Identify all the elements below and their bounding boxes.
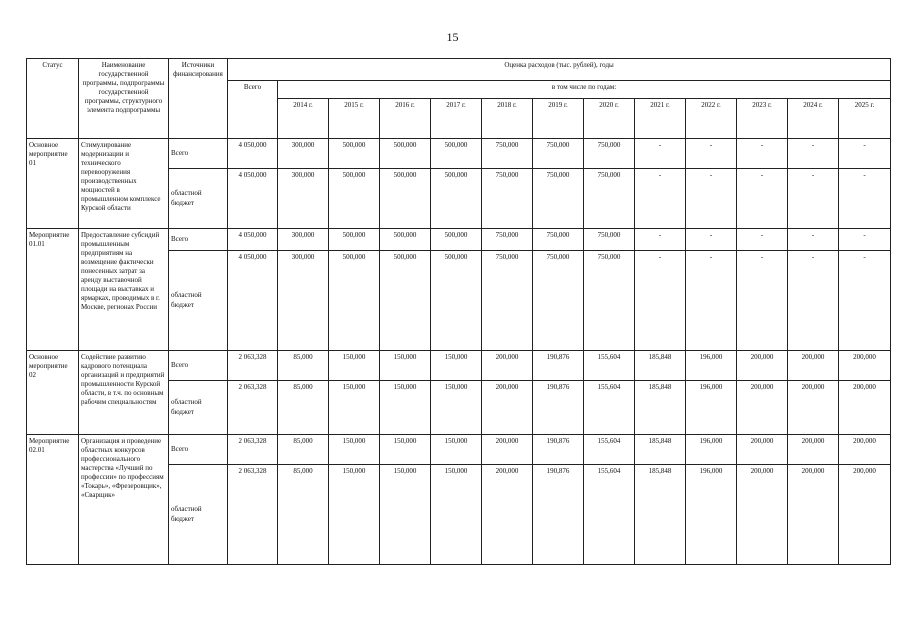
year-value-cell: 500,000 (380, 251, 431, 351)
header-year: 2016 г. (380, 99, 431, 139)
year-value-cell: 750,000 (533, 229, 584, 251)
header-year: 2021 г. (635, 99, 686, 139)
year-value-cell: 85,000 (278, 381, 329, 435)
year-value-cell: - (686, 251, 737, 351)
table-row (27, 435, 891, 465)
header-year: 2019 г. (533, 99, 584, 139)
header-year: 2017 г. (431, 99, 482, 139)
header-total: Всего (228, 81, 278, 139)
year-value-cell: - (635, 139, 686, 169)
source-cell: Всего (169, 351, 228, 381)
year-value-cell: - (839, 139, 891, 169)
year-value-cell: 200,000 (737, 351, 788, 381)
year-value-cell: - (788, 169, 839, 229)
header-status: Статус (27, 59, 79, 139)
year-value-cell: 185,848 (635, 351, 686, 381)
year-value-cell: 750,000 (482, 229, 533, 251)
year-value-cell: 300,000 (278, 139, 329, 169)
year-value-cell: 150,000 (380, 381, 431, 435)
total-cell: 2 063,328 (228, 351, 278, 381)
name-cell: Организация и проведение областных конкурсов профессионального мастерства «Лучший по профессии» по профессиям «Токарь», «Фрезеровщик», «Сварщик» (79, 435, 169, 565)
header-by-years: в том числе по годам: (278, 81, 891, 99)
year-value-cell: 750,000 (584, 229, 635, 251)
year-value-cell: 500,000 (431, 139, 482, 169)
header-year: 2022 г. (686, 99, 737, 139)
source-cell: областной бюджет (169, 381, 228, 435)
year-value-cell: 85,000 (278, 465, 329, 565)
header-year: 2025 г. (839, 99, 891, 139)
status-cell: Основное мероприятие 02 (27, 351, 79, 435)
year-value-cell: 150,000 (329, 435, 380, 465)
header-year: 2015 г. (329, 99, 380, 139)
year-value-cell: 190,876 (533, 351, 584, 381)
name-cell: Содействие развитию кадрового потенциала организаций и предприятий промышленности Курской области, в т.ч. по основным рабочим специальностям (79, 351, 169, 435)
year-value-cell: 200,000 (737, 435, 788, 465)
year-value-cell: 200,000 (737, 381, 788, 435)
year-value-cell: - (788, 251, 839, 351)
year-value-cell: 200,000 (839, 465, 891, 565)
year-value-cell: - (737, 229, 788, 251)
year-value-cell: - (788, 229, 839, 251)
year-value-cell: 750,000 (584, 139, 635, 169)
year-value-cell: 500,000 (329, 229, 380, 251)
name-cell: Стимулирование модернизации и технического перевооружения производственных мощностей в промышленном комплексе Курской области (79, 139, 169, 229)
year-value-cell: 500,000 (380, 139, 431, 169)
year-value-cell: 500,000 (431, 169, 482, 229)
total-cell: 2 063,328 (228, 465, 278, 565)
year-value-cell: 185,848 (635, 465, 686, 565)
year-value-cell: 196,000 (686, 351, 737, 381)
year-value-cell: 150,000 (380, 351, 431, 381)
year-value-cell: 85,000 (278, 351, 329, 381)
year-value-cell: - (686, 139, 737, 169)
year-value-cell: - (686, 169, 737, 229)
source-cell: Всего (169, 139, 228, 169)
year-value-cell: 196,000 (686, 381, 737, 435)
year-value-cell: 200,000 (788, 381, 839, 435)
table-row (27, 351, 891, 381)
year-value-cell: 185,848 (635, 381, 686, 435)
year-value-cell: - (635, 251, 686, 351)
page-number: 15 (446, 30, 459, 44)
header-estimate: Оценка расходов (тыс. рублей), годы (228, 59, 891, 81)
header-year: 2023 г. (737, 99, 788, 139)
year-value-cell: 750,000 (482, 169, 533, 229)
year-value-cell: 150,000 (431, 465, 482, 565)
year-value-cell: 155,604 (584, 435, 635, 465)
year-value-cell: - (737, 169, 788, 229)
year-value-cell: 200,000 (482, 381, 533, 435)
year-value-cell: - (839, 229, 891, 251)
year-value-cell: 500,000 (329, 169, 380, 229)
header-year: 2024 г. (788, 99, 839, 139)
year-value-cell: 750,000 (482, 251, 533, 351)
year-value-cell: 300,000 (278, 251, 329, 351)
year-value-cell: 750,000 (482, 139, 533, 169)
year-value-cell: 500,000 (431, 229, 482, 251)
year-value-cell: 200,000 (788, 351, 839, 381)
year-value-cell: 150,000 (380, 435, 431, 465)
year-value-cell: - (737, 139, 788, 169)
year-value-cell: 190,876 (533, 465, 584, 565)
year-value-cell: 200,000 (839, 435, 891, 465)
total-cell: 4 050,000 (228, 169, 278, 229)
status-cell: Мероприятие 02.01 (27, 435, 79, 565)
table-row (27, 229, 891, 251)
year-value-cell: - (839, 251, 891, 351)
year-value-cell: - (686, 229, 737, 251)
year-value-cell: 200,000 (482, 351, 533, 381)
header-source: Источники финансирования (169, 59, 228, 139)
year-value-cell: 500,000 (329, 251, 380, 351)
name-cell: Предоставление субсидий промышленным предприятиям на возмещение фактически понесенных затрат за аренду выставочной площади на выставках и ярмарках, проводимых в г. Москве, регионах России (79, 229, 169, 351)
year-value-cell: 750,000 (584, 169, 635, 229)
year-value-cell: 500,000 (380, 229, 431, 251)
year-value-cell: 150,000 (431, 435, 482, 465)
year-value-cell: 150,000 (329, 465, 380, 565)
year-value-cell: 200,000 (482, 465, 533, 565)
status-cell: Мероприятие 01.01 (27, 229, 79, 351)
year-value-cell: 200,000 (839, 381, 891, 435)
year-value-cell: 500,000 (329, 139, 380, 169)
year-value-cell: 500,000 (380, 169, 431, 229)
header-name: Наименование государственной программы, подпрограммы государственной программы, структурного элемента подпрограммы (79, 59, 169, 139)
total-cell: 4 050,000 (228, 251, 278, 351)
status-cell: Основное мероприятие 01 (27, 139, 79, 229)
year-value-cell: 196,000 (686, 465, 737, 565)
year-value-cell: - (635, 229, 686, 251)
source-cell: областной бюджет (169, 169, 228, 229)
budget-table (26, 58, 891, 565)
year-value-cell: 750,000 (533, 169, 584, 229)
total-cell: 2 063,328 (228, 381, 278, 435)
total-cell: 4 050,000 (228, 229, 278, 251)
total-cell: 2 063,328 (228, 435, 278, 465)
header-year: 2020 г. (584, 99, 635, 139)
year-value-cell: 750,000 (533, 251, 584, 351)
year-value-cell: 150,000 (380, 465, 431, 565)
year-value-cell: 190,876 (533, 435, 584, 465)
source-cell: Всего (169, 435, 228, 465)
year-value-cell: 750,000 (584, 251, 635, 351)
year-value-cell: - (635, 169, 686, 229)
year-value-cell: 750,000 (533, 139, 584, 169)
year-value-cell: 200,000 (788, 465, 839, 565)
year-value-cell: - (839, 169, 891, 229)
year-value-cell: 155,604 (584, 351, 635, 381)
year-value-cell: 150,000 (329, 351, 380, 381)
year-value-cell: - (788, 139, 839, 169)
table-row (27, 139, 891, 169)
year-value-cell: - (737, 251, 788, 351)
year-value-cell: 500,000 (431, 251, 482, 351)
year-value-cell: 300,000 (278, 229, 329, 251)
year-value-cell: 300,000 (278, 169, 329, 229)
source-cell: областной бюджет (169, 251, 228, 351)
year-value-cell: 200,000 (788, 435, 839, 465)
year-value-cell: 200,000 (737, 465, 788, 565)
year-value-cell: 200,000 (839, 351, 891, 381)
year-value-cell: 190,876 (533, 381, 584, 435)
year-value-cell: 185,848 (635, 435, 686, 465)
year-value-cell: 150,000 (329, 381, 380, 435)
total-cell: 4 050,000 (228, 139, 278, 169)
year-value-cell: 155,604 (584, 465, 635, 565)
year-value-cell: 155,604 (584, 381, 635, 435)
year-value-cell: 85,000 (278, 435, 329, 465)
year-value-cell: 150,000 (431, 351, 482, 381)
source-cell: Всего (169, 229, 228, 251)
year-value-cell: 196,000 (686, 435, 737, 465)
header-year: 2014 г. (278, 99, 329, 139)
year-value-cell: 200,000 (482, 435, 533, 465)
source-cell: областной бюджет (169, 465, 228, 565)
year-value-cell: 150,000 (431, 381, 482, 435)
header-year: 2018 г. (482, 99, 533, 139)
